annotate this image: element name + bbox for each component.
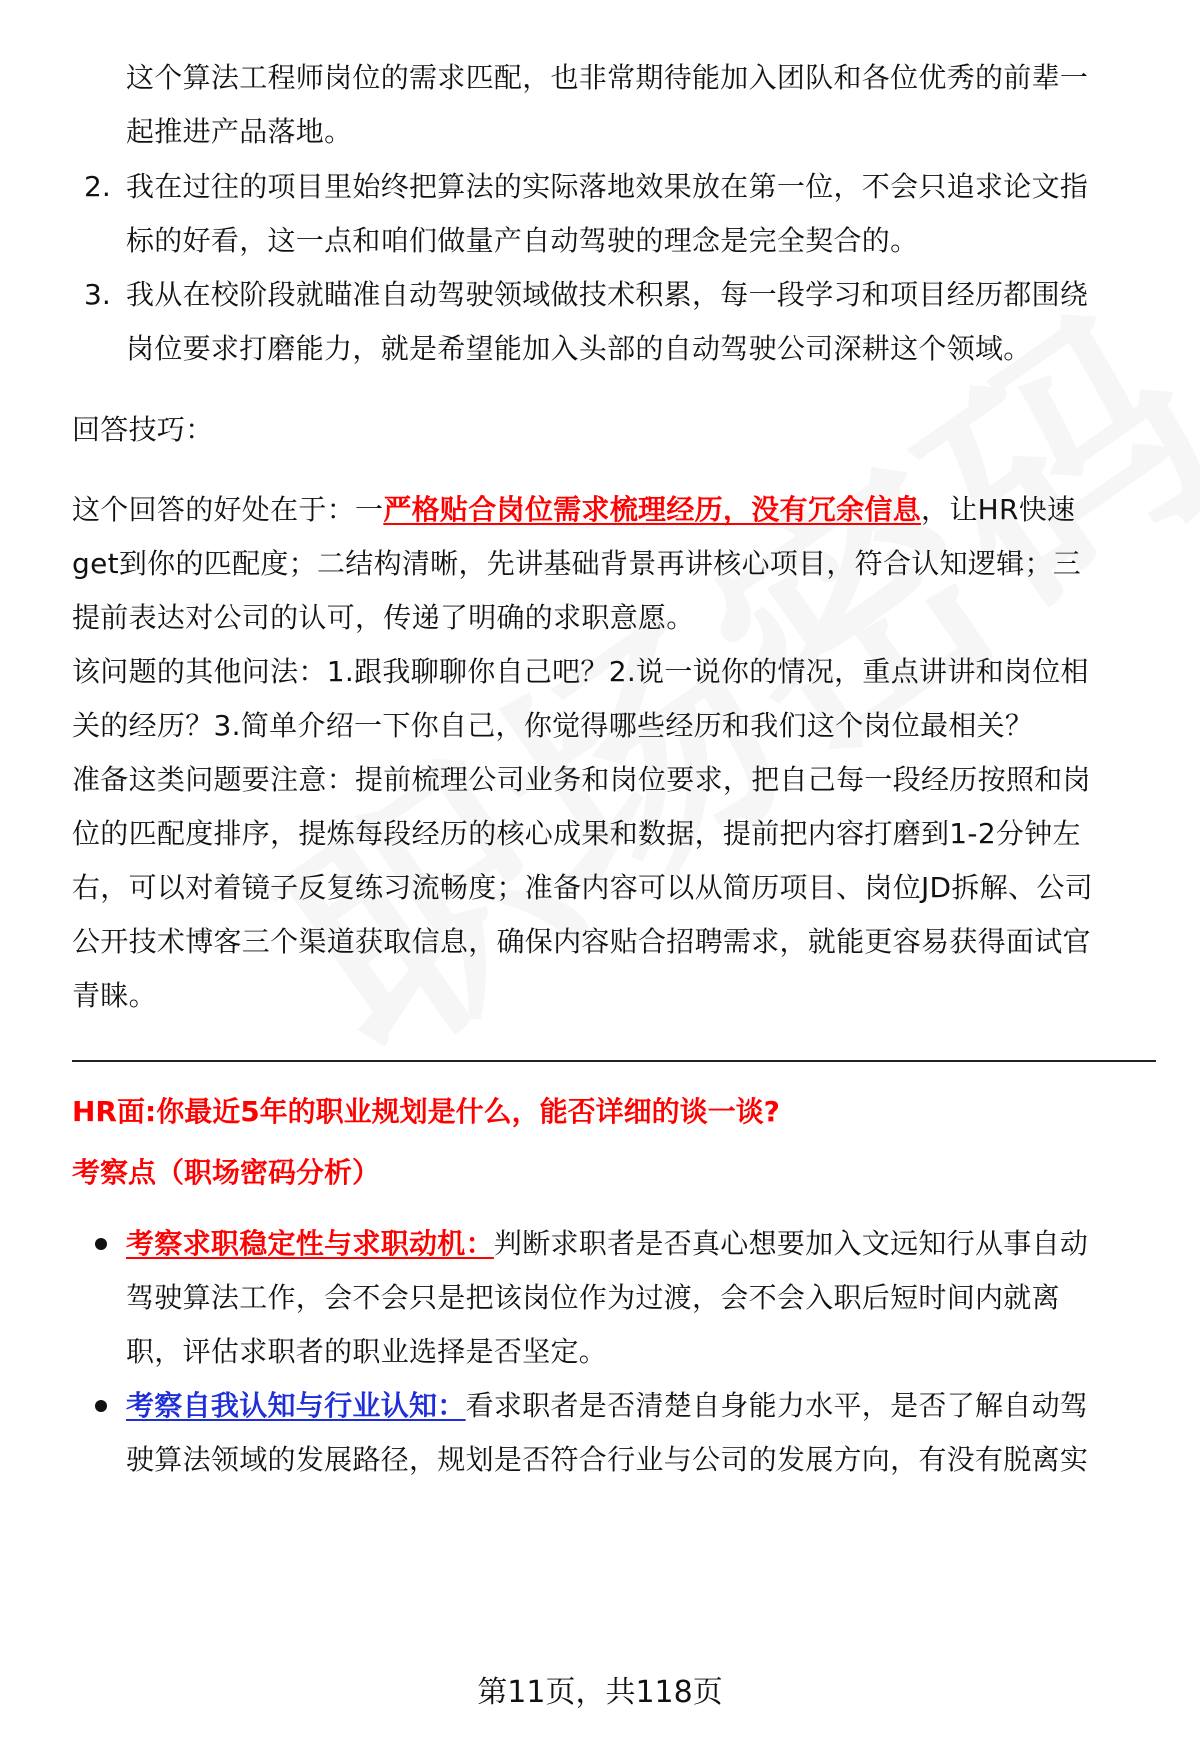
focus-heading: 考察点（职场密码分析） <box>72 1156 381 1189</box>
other-questions-line: 该问题的其他问法：1.跟我聊聊你自己吧？2.说一说你的情况，重点讲讲和岗位相 <box>72 655 1089 688</box>
bullet-label: 考察自我认知与行业认知： <box>126 1389 466 1422</box>
list-item-continuation-line: 起推进产品落地。 <box>126 115 353 148</box>
preparation-notes-line: 准备这类问题要注意：提前梳理公司业务和岗位要求，把自己每一段经历按照和岗 <box>72 763 1091 796</box>
list-item-number: 2. <box>84 170 111 203</box>
bullet-line: 职，评估求职者的职业选择是否坚定。 <box>126 1335 608 1368</box>
list-item-text: 我在过往的项目里始终把算法的实际落地效果放在第一位，不会只追求论文指 <box>126 170 1089 203</box>
interview-question: HR面:你最近5年的职业规划是什么，能否详细的谈一谈? <box>72 1095 780 1128</box>
list-item-text: 标的好看，这一点和咱们做量产自动驾驶的理念是完全契合的。 <box>126 224 919 257</box>
list-item-text: 我从在校阶段就瞄准自动驾驶领域做技术积累，每一段学习和项目经历都围绕 <box>126 278 1089 311</box>
list-item-text: 岗位要求打磨能力，就是希望能加入头部的自动驾驶公司深耕这个领域。 <box>126 332 1032 365</box>
tips-paragraph-line <box>72 490 1075 530</box>
bullet-dot <box>95 1238 107 1250</box>
preparation-notes-line: 右，可以对着镜子反复练习流畅度；准备内容可以从简历项目、岗位JD拆解、公司 <box>72 871 1093 904</box>
bullet-line <box>126 1386 1088 1426</box>
tips-paragraph-line: get到你的匹配度；二结构清晰，先讲基础背景再讲核心项目，符合认知逻辑；三 <box>72 547 1082 580</box>
bullet-dot <box>95 1400 107 1412</box>
bullet-text: 判断求职者是否真心想要加入文远知行从事自动 <box>493 1227 1089 1260</box>
preparation-notes-line: 青睐。 <box>72 979 157 1012</box>
page-footer: 第11页，共118页 <box>477 1675 723 1710</box>
bullet-line <box>126 1224 1088 1264</box>
tips-highlight: 严格贴合岗位需求梳理经历，没有冗余信息 <box>383 493 922 526</box>
preparation-notes-line: 公开技术博客三个渠道获取信息，确保内容贴合招聘需求，就能更容易获得面试官 <box>72 925 1091 958</box>
tips-text: 这个回答的好处在于：一 <box>72 493 384 526</box>
other-questions-line: 关的经历？3.简单介绍一下你自己，你觉得哪些经历和我们这个岗位最相关？ <box>72 709 1034 742</box>
bullet-line: 驾驶算法工作，会不会只是把该岗位作为过渡，会不会入职后短时间内就离 <box>126 1281 1060 1314</box>
tips-heading: 回答技巧： <box>72 413 214 446</box>
tips-text: ，让HR快速 <box>921 493 1076 526</box>
preparation-notes-line: 位的匹配度排序，提炼每段经历的核心成果和数据，提前把内容打磨到1-2分钟左 <box>72 817 1081 850</box>
list-item-continuation-line: 这个算法工程师岗位的需求匹配，也非常期待能加入团队和各位优秀的前辈一 <box>126 61 1089 94</box>
list-item-number: 3. <box>84 278 111 311</box>
tips-paragraph-line: 提前表达对公司的认可，传递了明确的求职意愿。 <box>72 601 695 634</box>
bullet-label: 考察求职稳定性与求职动机： <box>126 1227 494 1260</box>
section-divider <box>72 1060 1156 1062</box>
bullet-text: 看求职者是否清楚自身能力水平，是否了解自动驾 <box>465 1389 1089 1422</box>
bullet-line: 驶算法领域的发展路径，规划是否符合行业与公司的发展方向，有没有脱离实 <box>126 1443 1089 1476</box>
